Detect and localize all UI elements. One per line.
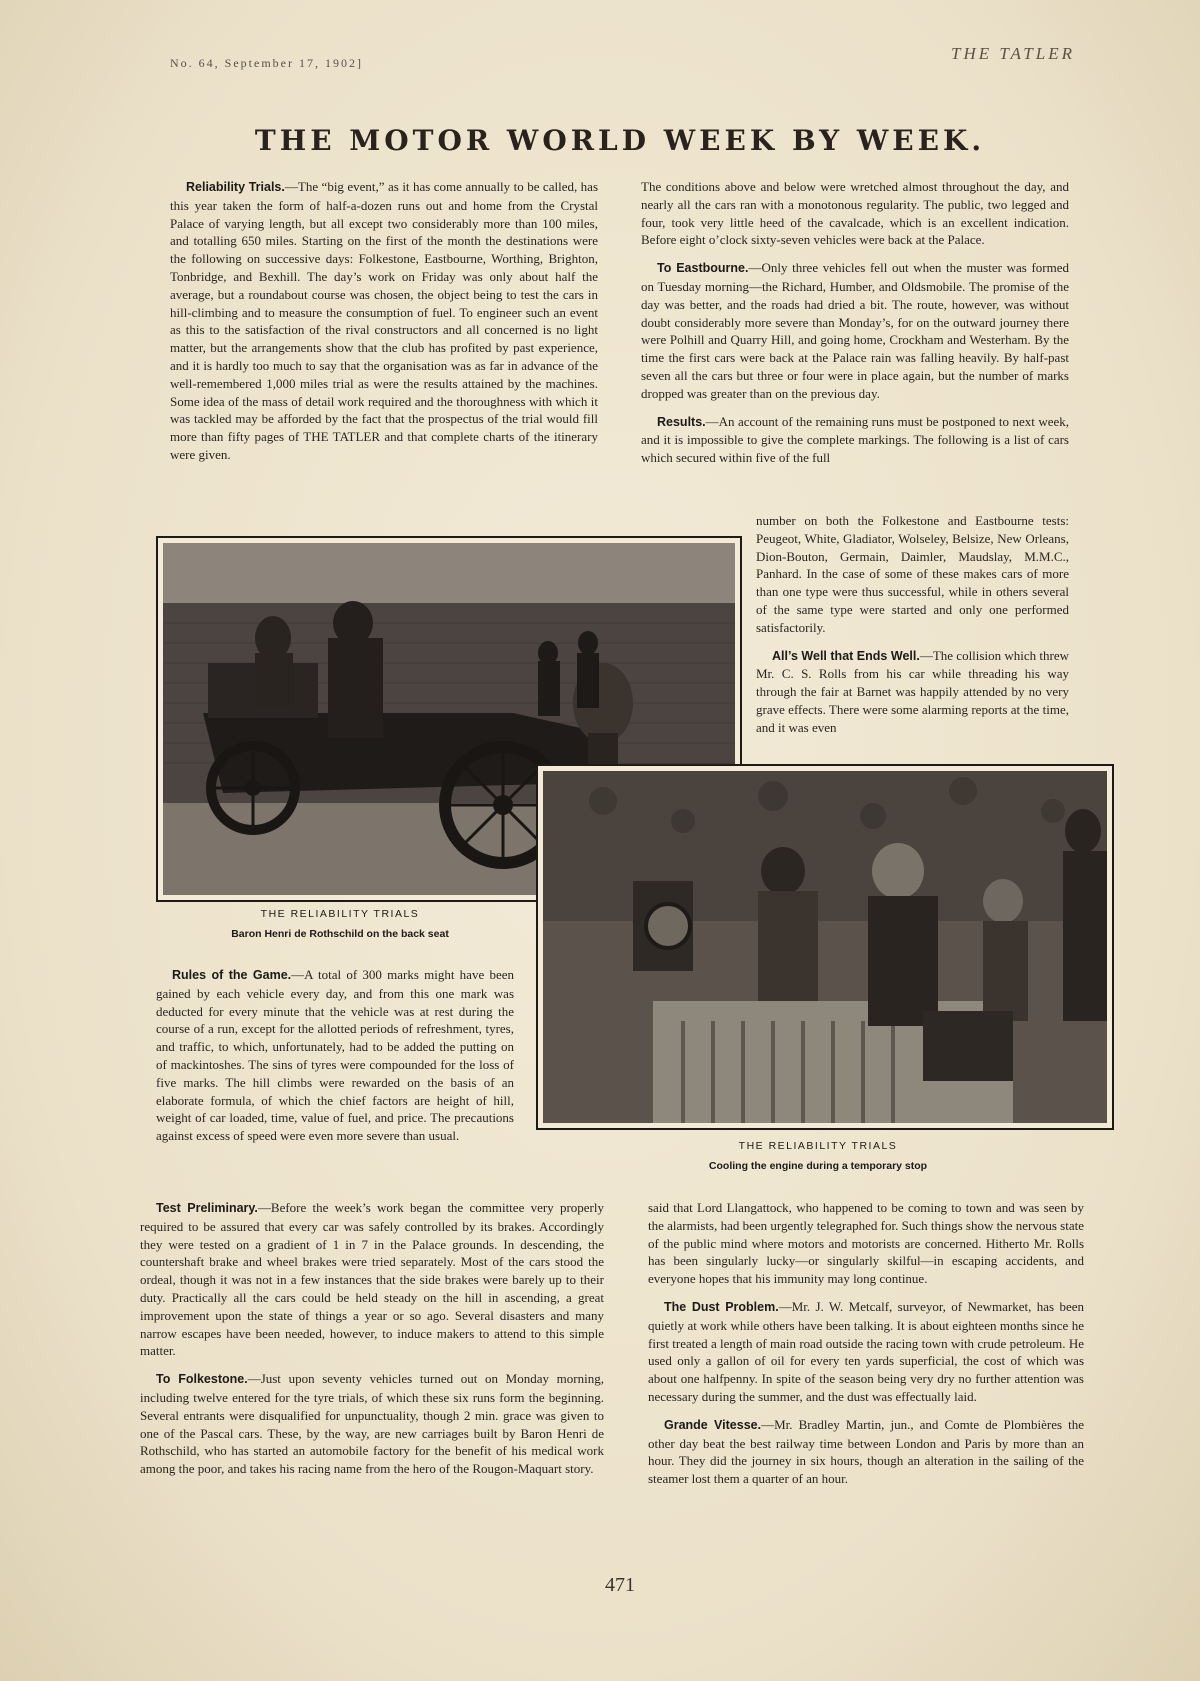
page-title: THE MOTOR WORLD WEEK BY WEEK. [254, 124, 986, 157]
article-column-right-bottom [648, 1199, 1084, 1498]
section-heading: Rules of the Game. [172, 968, 292, 982]
section-text: —Mr. J. W. Metcalf, surveyor, of Newmarket, has been quietly at work while others have been talking. It is about eighteen months since he first treated a length of main road outside the racing town with crude petroleum. He used only a gallon of oil for every ten yards superficial, the cost of which was about one halfpenny. In spite of the season being very dry no further attention was necessary during the summer, and the dust was effectually laid. [648, 1298, 1084, 1404]
paragraph: said that Lord Llangattock, who happened to be coming to town and was seen by the alarmists, had been urgently telegraphed for. Such things show the nervous state of the public mind where motors and motorists are concerned. Hitherto Mr. Rolls has been singularly lucky—or singularly skilful—in escaping accidents, and everyone hopes that his immunity may long continue. [648, 1200, 1084, 1287]
section-text: —An account of the remaining runs must be postponed to next week, and it is impossible to give the complete markings. The following is a list of cars which secured within five of the full [641, 413, 1069, 466]
section-heading: All’s Well that Ends Well. [772, 648, 920, 663]
paragraph: The conditions above and below were wretched almost throughout the day, and nearly all the cars ran with a monotonous regularity. The public, two legged and four, took very little heed of the cavalcade, which is an excellent indication. Before eight o’clock sixty-seven vehicles were back at the Palace. [641, 179, 1069, 248]
section-text: —Before the week’s work began the committee very properly required to be assured that every car was safely controlled by its brakes. Accordingly they were tested on a gradient of 1 in 7 in the Palace grounds. In descending, the countershaft brake and wheel brakes were tried separately. Most of the cars stood the ordeal, though it was not in a few instances that the side brakes were barely up to their duty. Practically all the cars could be held steady on the hill in ascending, a great improvement upon the state of things a year or so ago. Several disasters and many narrow escapes have been needed, however, to induce makers to attend to this simple matter. [140, 1200, 605, 1359]
page-number: 471 [605, 1574, 635, 1596]
section-heading: To Eastbourne. [657, 261, 749, 276]
section-heading: The Dust Problem. [664, 1299, 779, 1314]
engine-photo-illustration [543, 771, 1107, 1123]
section-heading: Reliability Trials. [186, 180, 285, 194]
section-heading: Test Preliminary. [156, 1201, 258, 1215]
caption-subtitle: Cooling the engine during a temporary stop [708, 1160, 928, 1172]
section-heading: Grande Vitesse. [664, 1417, 762, 1432]
section-text: —Just upon seventy vehicles turned out on Monday morning, including twelve entered for the tyre trials, of which these six runs form the beginning. Several entrants were disqualified for unpunctuality, though 2 min. grace was given to one of the Pascal cars. These, by the way, are new carriages built by Baron Henri de Rothschild, who has started an automobile factory for the benefit of his medical work among the poor, and takes his racing name from the hero of the Rougon-Maquart story. [140, 1371, 604, 1477]
section-text: —A total of 300 marks might have been gained by each vehicle every day, and from this one mark was deducted for every minute that the vehicle was at rest during the course of a run, except for the allotted periods of refreshment, tyres, and traffic, to which, unfortunately, had to be added the putting on of mackintoshes. The sins of tyres were compounded for the loss of five marks. The hill climbs were rewarded on the basis of an elaborate formula, of which the chief factors are height of hill, weight of car loaded, time, value of fuel, and price. The precautions against excess of speed were even more severe than usual. [156, 967, 514, 1144]
issue-header: No. 64, September 17, 1902] [170, 56, 363, 70]
article-column-right-narrow [756, 512, 1069, 737]
article-column-rules [156, 966, 514, 1145]
caption-photo-a [156, 908, 524, 940]
section-text: —Mr. Bradley Martin, jun., and Comte de Plombières the other day beat the best railway time between London and Paris by more than an hour. They did the journey in six hours, though an alteration in the sailing of the steamer lost them a quarter of an hour. [648, 1416, 1084, 1487]
caption-title: THE RELIABILITY TRIALS [260, 908, 420, 920]
magazine-name: THE TATLER [951, 44, 1075, 63]
caption-title: THE RELIABILITY TRIALS [738, 1140, 898, 1152]
photo-cooling-engine [536, 764, 1114, 1130]
section-heading: To Folkestone. [156, 1372, 248, 1387]
section-text: —The collision which threw Mr. C. S. Rolls from his car while threading his way through the fair at Barnet was happily attended by no very grave effects. There were some alarming reports at the time, and it was even [756, 647, 1069, 735]
article-column-left-top [170, 178, 598, 474]
section-text: —The “big event,” as it has come annually to be called, has this year taken the form of half-a-dozen runs out and home from the Crystal Palace of varying length, but all except two considerably more than 100 miles, and totalling 650 miles. Starting on the first of the month the destinations were the following on successive days: Folkestone, Eastbourne, Worthing, Brighton, Tonbridge, and Bexhill. The day’s work on Friday was only about half the average, but a roundabout course was chosen, the object being to test the cars in hill-climbing and to measure the consumption of fuel. To engineer such an event as this to the satisfaction of the rival constructors and all concerned is no light matter, but the arrangements show that the club has profited by past experience, and it is hardly too much to say that the organisation was as far in advance of the well-remembered 1,000 miles trial as were the results attained by the machines. Some idea of the mass of detail work required and the thoroughness with which it was tackled may be afforded by the fact that the prospectus of the trial would fill more than fifty pages of THE TATLER and that complete charts of the itinerary were given. [170, 179, 599, 462]
section-heading: Results. [657, 414, 706, 429]
paragraph: number on both the Folkestone and Eastbourne tests: Peugeot, White, Gladiator, Wolseley, Belsize, New Orleans, Dion-Bouton, Germain, Daimler, Maudslay, M.M.C., Panhard. In the case of some of these makes cars of more than one type were thus successful, while in others several of the same type were started and only one performed satisfactorily. [756, 513, 1069, 635]
section-text: —Only three vehicles fell out when the muster was formed on Tuesday morning—the Richard, Humber, and Oldsmobile. The promise of the day was better, and the roads had dried a bit. The route, however, was without doubt considerably more severe than Monday’s, for on the outward journey there were Polhill and Quarry Hill, and going home, Crockham and Westerham. By the time the first cars were back at the Palace rain was falling heavily. By half-past seven all the cars but three or four were in place again, but the number of marks dropped was greater than on the previous day. [641, 260, 1069, 401]
caption-photo-b [536, 1140, 1100, 1172]
article-column-left-bottom [140, 1199, 604, 1488]
article-column-right-top [641, 178, 1069, 467]
caption-subtitle: Baron Henri de Rothschild on the back seat [231, 928, 449, 940]
